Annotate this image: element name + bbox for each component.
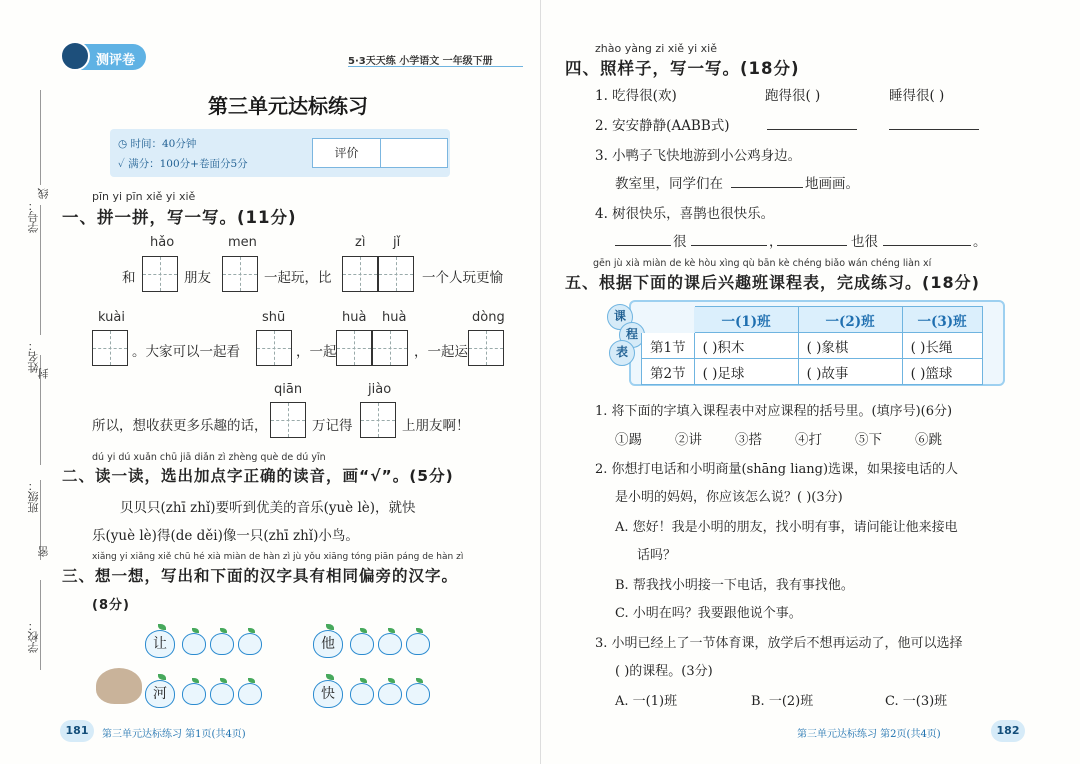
apple-char-ta: 他 <box>313 630 343 658</box>
s2-line1: 贝贝只(zhī zhǐ)要听到优美的音乐(yuè lè)，就快 <box>120 500 416 516</box>
s5-pinyin: gēn jù xià miàn de kè hòu xìng qù bān kè chéng biǎo wán chéng liàn xí <box>593 258 932 269</box>
s4-q3c: 地画画。 <box>805 176 859 192</box>
apple-char-kuai: 快 <box>313 680 343 708</box>
table-cell[interactable]: ( )故事 <box>798 359 902 385</box>
eval-box[interactable] <box>312 138 448 168</box>
s5-q2a: 2. 你想打电话和小明商量(shāng liang)选课，如果接电话的人 <box>595 462 959 477</box>
s4-q4: 4. 树很快乐，喜鹊也很快乐。 <box>595 206 775 222</box>
check-icon: ✓ <box>118 158 129 170</box>
answer-blank[interactable] <box>615 232 671 246</box>
apple-icon[interactable] <box>238 633 262 655</box>
time-limit: 时间：40分钟 <box>130 138 197 150</box>
s4-q4d: 也很 <box>851 234 878 250</box>
apple-icon[interactable] <box>238 683 262 705</box>
right-page <box>540 0 1080 764</box>
pinyin-dong: dòng <box>472 310 505 325</box>
pinyin-hua2: huà <box>382 310 407 325</box>
side-label-seal: 封 <box>37 368 50 379</box>
badge <box>62 44 146 70</box>
choice-b: B. 一(2)班 <box>751 694 814 709</box>
answer-blank[interactable] <box>767 116 857 130</box>
col-header: 一(3)班 <box>902 307 982 333</box>
row-label: 第1节 <box>642 333 695 359</box>
s5-q3a: 3. 小明已经上了一节体育课，放学后不想再运动了，他可以选择 <box>595 636 963 651</box>
option-3: ③搭 <box>735 432 762 448</box>
pinyin-men: men <box>228 235 257 250</box>
s1-heading: 一、拼一拼，写一写。(11分) <box>62 208 297 227</box>
schedule-table <box>641 306 983 385</box>
writing-grid[interactable] <box>222 256 258 292</box>
s5-q1: 1. 将下面的字填入课程表中对应课程的括号里。(填序号)(6分) <box>595 404 953 419</box>
table-row <box>642 359 983 385</box>
apple-icon[interactable] <box>378 633 402 655</box>
s4-q3: 3. 小鸭子飞快地游到小公鸡身边。 <box>595 148 802 164</box>
apple-char-he: 河 <box>145 680 175 708</box>
writing-grid[interactable] <box>142 256 178 292</box>
apple-icon[interactable] <box>182 683 206 705</box>
s3-score: (8分) <box>92 598 130 613</box>
s4-heading: 四、照样子，写一写。(18分) <box>565 59 800 78</box>
s4-q4b: 很 <box>673 234 687 250</box>
pinyin-zi: zì <box>355 235 366 250</box>
s5-q2b: 是小明的妈妈，你应该怎么说？( )(3分) <box>615 490 843 505</box>
s4-q4c: ， <box>769 234 783 250</box>
apple-icon[interactable] <box>210 633 234 655</box>
page-title: 第三单元达标练习 <box>208 94 368 118</box>
option-6: ⑥跳 <box>915 432 942 448</box>
info-box <box>110 129 450 177</box>
mascot-icon <box>60 41 90 71</box>
footer: 第三单元达标练习 第1页(共4页) <box>102 729 246 740</box>
s1-line1-b: 朋友 <box>184 270 211 286</box>
s5-q3b: ( )的课程。(3分) <box>615 664 713 679</box>
s4-pinyin: zhào yàng zi xiě yi xiě <box>595 42 717 55</box>
pinyin-ji: jǐ <box>393 235 401 250</box>
s3-heading: 三、想一想，写出和下面的汉字具有相同偏旁的汉字。 <box>62 567 459 585</box>
pinyin-kuai: kuài <box>98 310 125 325</box>
writing-grid[interactable] <box>256 330 292 366</box>
writing-grid[interactable] <box>378 256 414 292</box>
answer-b: B. 帮我找小明接一下电话，我有事找他。 <box>615 578 854 593</box>
apple-icon[interactable] <box>378 683 402 705</box>
apple-icon[interactable] <box>182 633 206 655</box>
writing-grid[interactable] <box>360 402 396 438</box>
header-rule <box>348 66 523 67</box>
s4-q4e: 。 <box>973 234 987 250</box>
hedgehog-icon <box>96 668 142 704</box>
table-cell[interactable]: ( )象棋 <box>798 333 902 359</box>
s5-heading: 五、根据下面的课后兴趣班课程表，完成练习。(18分) <box>565 273 980 292</box>
tag-biao: 表 <box>609 340 635 366</box>
s2-line2: 乐(yuè lè)得(de děi)像一只(zhī zhǐ)小鸟。 <box>92 528 359 544</box>
eval-label: 评价 <box>313 139 381 167</box>
side-label-school: 学校： <box>27 620 40 653</box>
writing-grid[interactable] <box>92 330 128 366</box>
tag-ke: 课 <box>607 304 633 330</box>
table-cell[interactable]: ( )篮球 <box>902 359 982 385</box>
apple-icon[interactable] <box>406 633 430 655</box>
s1-line2-b: ，一起 <box>296 344 337 360</box>
pinyin-jiao: jiào <box>368 382 392 397</box>
s2-pinyin: dú yi dú xuǎn chū jiā diǎn zì zhèng què de dú yīn <box>92 452 326 463</box>
s1-line1-d: 一个人玩更愉 <box>422 270 503 286</box>
col-header: 一(2)班 <box>798 307 902 333</box>
pinyin-qian: qiān <box>274 382 303 397</box>
option-5: ⑤下 <box>855 432 882 448</box>
s1-line3-c: 上朋友啊！ <box>402 418 470 434</box>
pinyin-hao: hǎo <box>150 235 175 250</box>
series-label: 5·3天天练 小学语文 一年级下册 <box>348 56 493 67</box>
clock-icon: ◷ <box>118 138 131 150</box>
page-number: 181 <box>60 720 94 742</box>
writing-grid[interactable] <box>372 330 408 366</box>
side-label-class: 班级： <box>27 480 40 513</box>
choice-a: A. 一(1)班 <box>615 694 678 709</box>
s1-line1-a: 和 <box>122 270 136 286</box>
s4-q1c: 睡得很( ) <box>889 88 945 104</box>
s1-pinyin: pīn yi pīn xiě yi xiě <box>92 190 196 203</box>
binding-line <box>40 90 41 185</box>
s1-line2-c: ，一起运 <box>414 344 468 360</box>
tag-cheng: 程 <box>619 322 645 348</box>
s1-line1-c: 一起玩，比 <box>264 270 332 286</box>
side-label-line: 线 <box>37 188 50 199</box>
s1-line3-a: 所以，想收获更多乐趣的话， <box>92 418 268 434</box>
s4-q3b: 教室里，同学们在 <box>615 176 723 192</box>
badge-label: 测评卷 <box>96 53 136 68</box>
s3-pinyin: xiǎng yi xiǎng xiě chū hé xià miàn de hàn zì jù yǒu xiāng tóng piān páng de hàn zì <box>92 552 464 562</box>
footer: 第三单元达标练习 第2页(共4页) <box>797 729 941 740</box>
table-cell[interactable]: ( )足球 <box>694 359 798 385</box>
table-row <box>642 333 983 359</box>
answer-a-cont: 话吗？ <box>637 548 677 563</box>
table-cell[interactable]: ( )积木 <box>694 333 798 359</box>
s4-q1: 1. 吃得很(欢) <box>595 88 677 104</box>
choice-c: C. 一(3)班 <box>885 694 948 709</box>
pinyin-hua1: huà <box>342 310 367 325</box>
apple-icon[interactable] <box>210 683 234 705</box>
apple-icon[interactable] <box>406 683 430 705</box>
s2-heading: 二、读一读，选出加点字正确的读音，画“√”。(5分) <box>62 467 454 485</box>
pinyin-shu: shū <box>262 310 286 325</box>
s4-q2: 2. 安安静静(AABB式) <box>595 118 730 134</box>
s1-line3-b: 万记得 <box>312 418 353 434</box>
answer-blank[interactable] <box>731 174 803 188</box>
apple-char-rang: 让 <box>145 630 175 658</box>
option-2: ②讲 <box>675 432 702 448</box>
writing-grid[interactable] <box>270 402 306 438</box>
writing-grid[interactable] <box>336 330 372 366</box>
side-label-name: 姓名： <box>27 340 40 373</box>
answer-a: A. 您好！我是小明的朋友，找小明有事，请问能让他来接电 <box>615 520 958 535</box>
side-label-student-number: 学号： <box>27 200 40 233</box>
answer-blank[interactable] <box>883 232 971 246</box>
writing-grid[interactable] <box>342 256 378 292</box>
answer-blank[interactable] <box>777 232 847 246</box>
col-header: 一(1)班 <box>694 307 798 333</box>
apple-icon[interactable] <box>350 683 374 705</box>
apple-icon[interactable] <box>350 633 374 655</box>
full-score: 满分：100分+卷面分5分 <box>128 158 248 170</box>
answer-c: C. 小明在吗？我要跟他说个事。 <box>615 606 802 621</box>
s1-line2-a: 。大家可以一起看 <box>132 344 240 360</box>
s4-q1b: 跑得很( ) <box>765 88 821 104</box>
option-4: ④打 <box>795 432 822 448</box>
side-label-secret: 密 <box>37 546 50 557</box>
page-number: 182 <box>991 720 1025 742</box>
row-label: 第2节 <box>642 359 695 385</box>
writing-grid[interactable] <box>468 330 504 366</box>
option-1: ①踢 <box>615 432 642 448</box>
answer-blank[interactable] <box>691 232 767 246</box>
answer-blank[interactable] <box>889 116 979 130</box>
table-cell[interactable]: ( )长绳 <box>902 333 982 359</box>
